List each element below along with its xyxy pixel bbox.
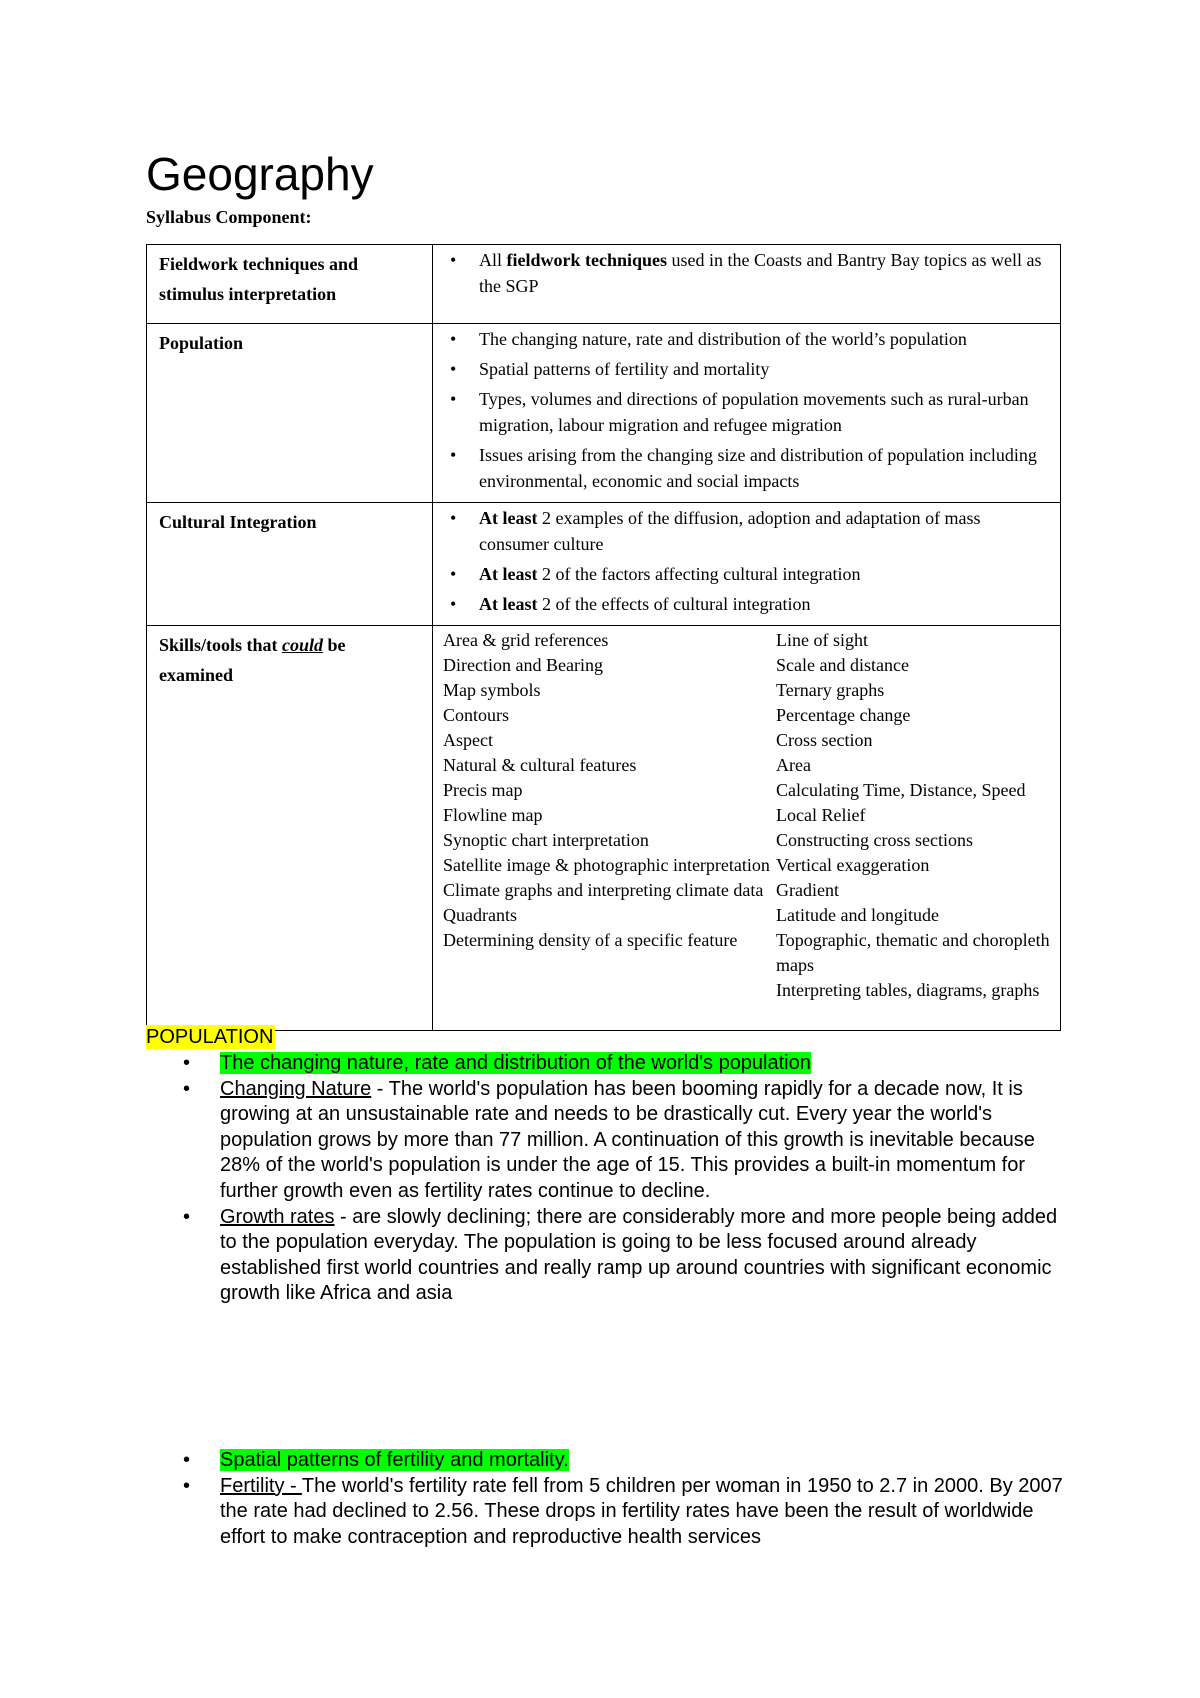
syllabus-table (146, 244, 1061, 1031)
skill-item: Area (776, 755, 811, 775)
item-bold: At least (479, 508, 538, 528)
highlighted-heading: The changing nature, rate and distribution of the world's population (220, 1052, 811, 1074)
skill-item: Line of sight (776, 630, 868, 650)
item-bold: At least (479, 564, 538, 584)
skills-column-right (776, 628, 1052, 1003)
skill-item: Direction and Bearing (443, 655, 603, 675)
notes-list (180, 1448, 1070, 1550)
item-bold: fieldwork techniques (506, 250, 668, 270)
topic-text: be examined (159, 635, 346, 685)
note-text: - are slowly declining; there are considerably more and more people being added to the population everyday. The population is going to be less focused around already established first world countries and really ramp up around countries with significant economic growth like Africa and asia (220, 1205, 1058, 1305)
table-row (147, 245, 1061, 324)
item-text: used in the Coasts and Bantry Bay topics as well as the SGP (479, 250, 1042, 296)
skill-item: Cross section (776, 730, 873, 750)
note-item (180, 1077, 1070, 1205)
list-item (441, 591, 1052, 617)
bullet-list (441, 326, 1052, 494)
skill-item: Calculating Time, Distance, Speed (776, 780, 1026, 800)
note-term: Growth rates (220, 1205, 335, 1228)
skill-item: Quadrants (443, 905, 517, 925)
skill-item: Percentage change (776, 705, 911, 725)
content-cell (433, 245, 1061, 324)
bullet-list (441, 505, 1052, 617)
skill-item: Ternary graphs (776, 680, 885, 700)
skill-item: Latitude and longitude (776, 905, 939, 925)
list-item: • Issues arising from the changing size and distribution of population including environmental, economic and social impacts (441, 442, 1052, 494)
bullet-list (441, 247, 1052, 299)
highlighted-heading: Spatial patterns of fertility and mortality. (220, 1449, 569, 1471)
skill-item: Synoptic chart interpretation (443, 830, 649, 850)
table-row (147, 626, 1061, 1031)
content-cell (433, 626, 1061, 1031)
skill-item: Gradient (776, 880, 839, 900)
item-bold: At least (479, 594, 538, 614)
list-item: • Spatial patterns of fertility and mortality (441, 356, 1052, 382)
list-item (441, 561, 1052, 587)
list-item: • The changing nature, rate and distribution of the world’s population (441, 326, 1052, 352)
item-text: 2 of the effects of cultural integration (537, 594, 811, 614)
note-item (180, 1205, 1070, 1307)
content-cell (433, 503, 1061, 626)
topic-emphasis: could (282, 635, 324, 655)
skills-grid (441, 628, 1052, 1003)
skills-column-left (443, 628, 776, 1003)
skill-item: Determining density of a specific feature (443, 930, 738, 950)
page-title: Geography (146, 148, 374, 200)
skill-item: Local Relief (776, 805, 866, 825)
note-item (180, 1051, 1070, 1077)
skill-item: Satellite image & photographic interpretation (443, 855, 770, 875)
note-item (180, 1474, 1070, 1551)
topic-text: Skills/tools that (159, 635, 283, 655)
table-row (147, 503, 1061, 626)
skill-item: Aspect (443, 730, 493, 750)
table-row (147, 324, 1061, 503)
skill-item: Flowline map (443, 805, 543, 825)
item-text: 2 of the factors affecting cultural integration (537, 564, 861, 584)
note-term: Changing Nature (220, 1077, 372, 1100)
skill-item: Topographic, thematic and choropleth maps (776, 930, 1050, 975)
content-cell (433, 324, 1061, 503)
skill-item: Climate graphs and interpreting climate data (443, 880, 764, 900)
skill-item: Vertical exaggeration (776, 855, 930, 875)
skill-item: Natural & cultural features (443, 755, 637, 775)
skill-item: Interpreting tables, diagrams, graphs (776, 980, 1040, 1000)
list-item (441, 247, 1052, 299)
item-text: 2 examples of the diffusion, adoption and adaptation of mass consumer culture (479, 508, 981, 554)
list-item: • Types, volumes and directions of population movements such as rural-urban migration, labour migration and refugee migration (441, 386, 1052, 438)
skill-item: Constructing cross sections (776, 830, 973, 850)
note-text: - The world's population has been booming rapidly for a decade now, It is growing at an unsustainable rate and needs to be drastically cut. Every year the world's population grows by more than 77 million. A continuation of this growth is inevitable because 28% of the world's population is under the age of 15. This provides a built-in momentum for further growth even as fertility rates continue to decline. (220, 1077, 1035, 1202)
section-heading: POPULATION (146, 1026, 274, 1048)
note-item (180, 1448, 1070, 1474)
topic-cell: Fieldwork techniques and stimulus interpretation (147, 245, 433, 324)
topic-cell (147, 626, 433, 1031)
skill-item: Area & grid references (443, 630, 609, 650)
skill-item: Contours (443, 705, 510, 725)
topic-cell: Cultural Integration (147, 503, 433, 626)
note-text: The world's fertility rate fell from 5 children per woman in 1950 to 2.7 in 2000. By 2007 the rate had declined to 2.56. These drops in fertility rates have been the result of worldwide effort to make contraception and reproductive health services (220, 1474, 1063, 1548)
list-item (441, 505, 1052, 557)
skill-item: Precis map (443, 780, 523, 800)
skill-item: Map symbols (443, 680, 541, 700)
page-subtitle: Syllabus Component: (146, 207, 312, 227)
skill-item: Scale and distance (776, 655, 909, 675)
note-term: Fertility - (220, 1474, 302, 1497)
topic-cell: Population (147, 324, 433, 503)
item-prefix: All (479, 250, 507, 270)
notes-list (180, 1051, 1070, 1307)
